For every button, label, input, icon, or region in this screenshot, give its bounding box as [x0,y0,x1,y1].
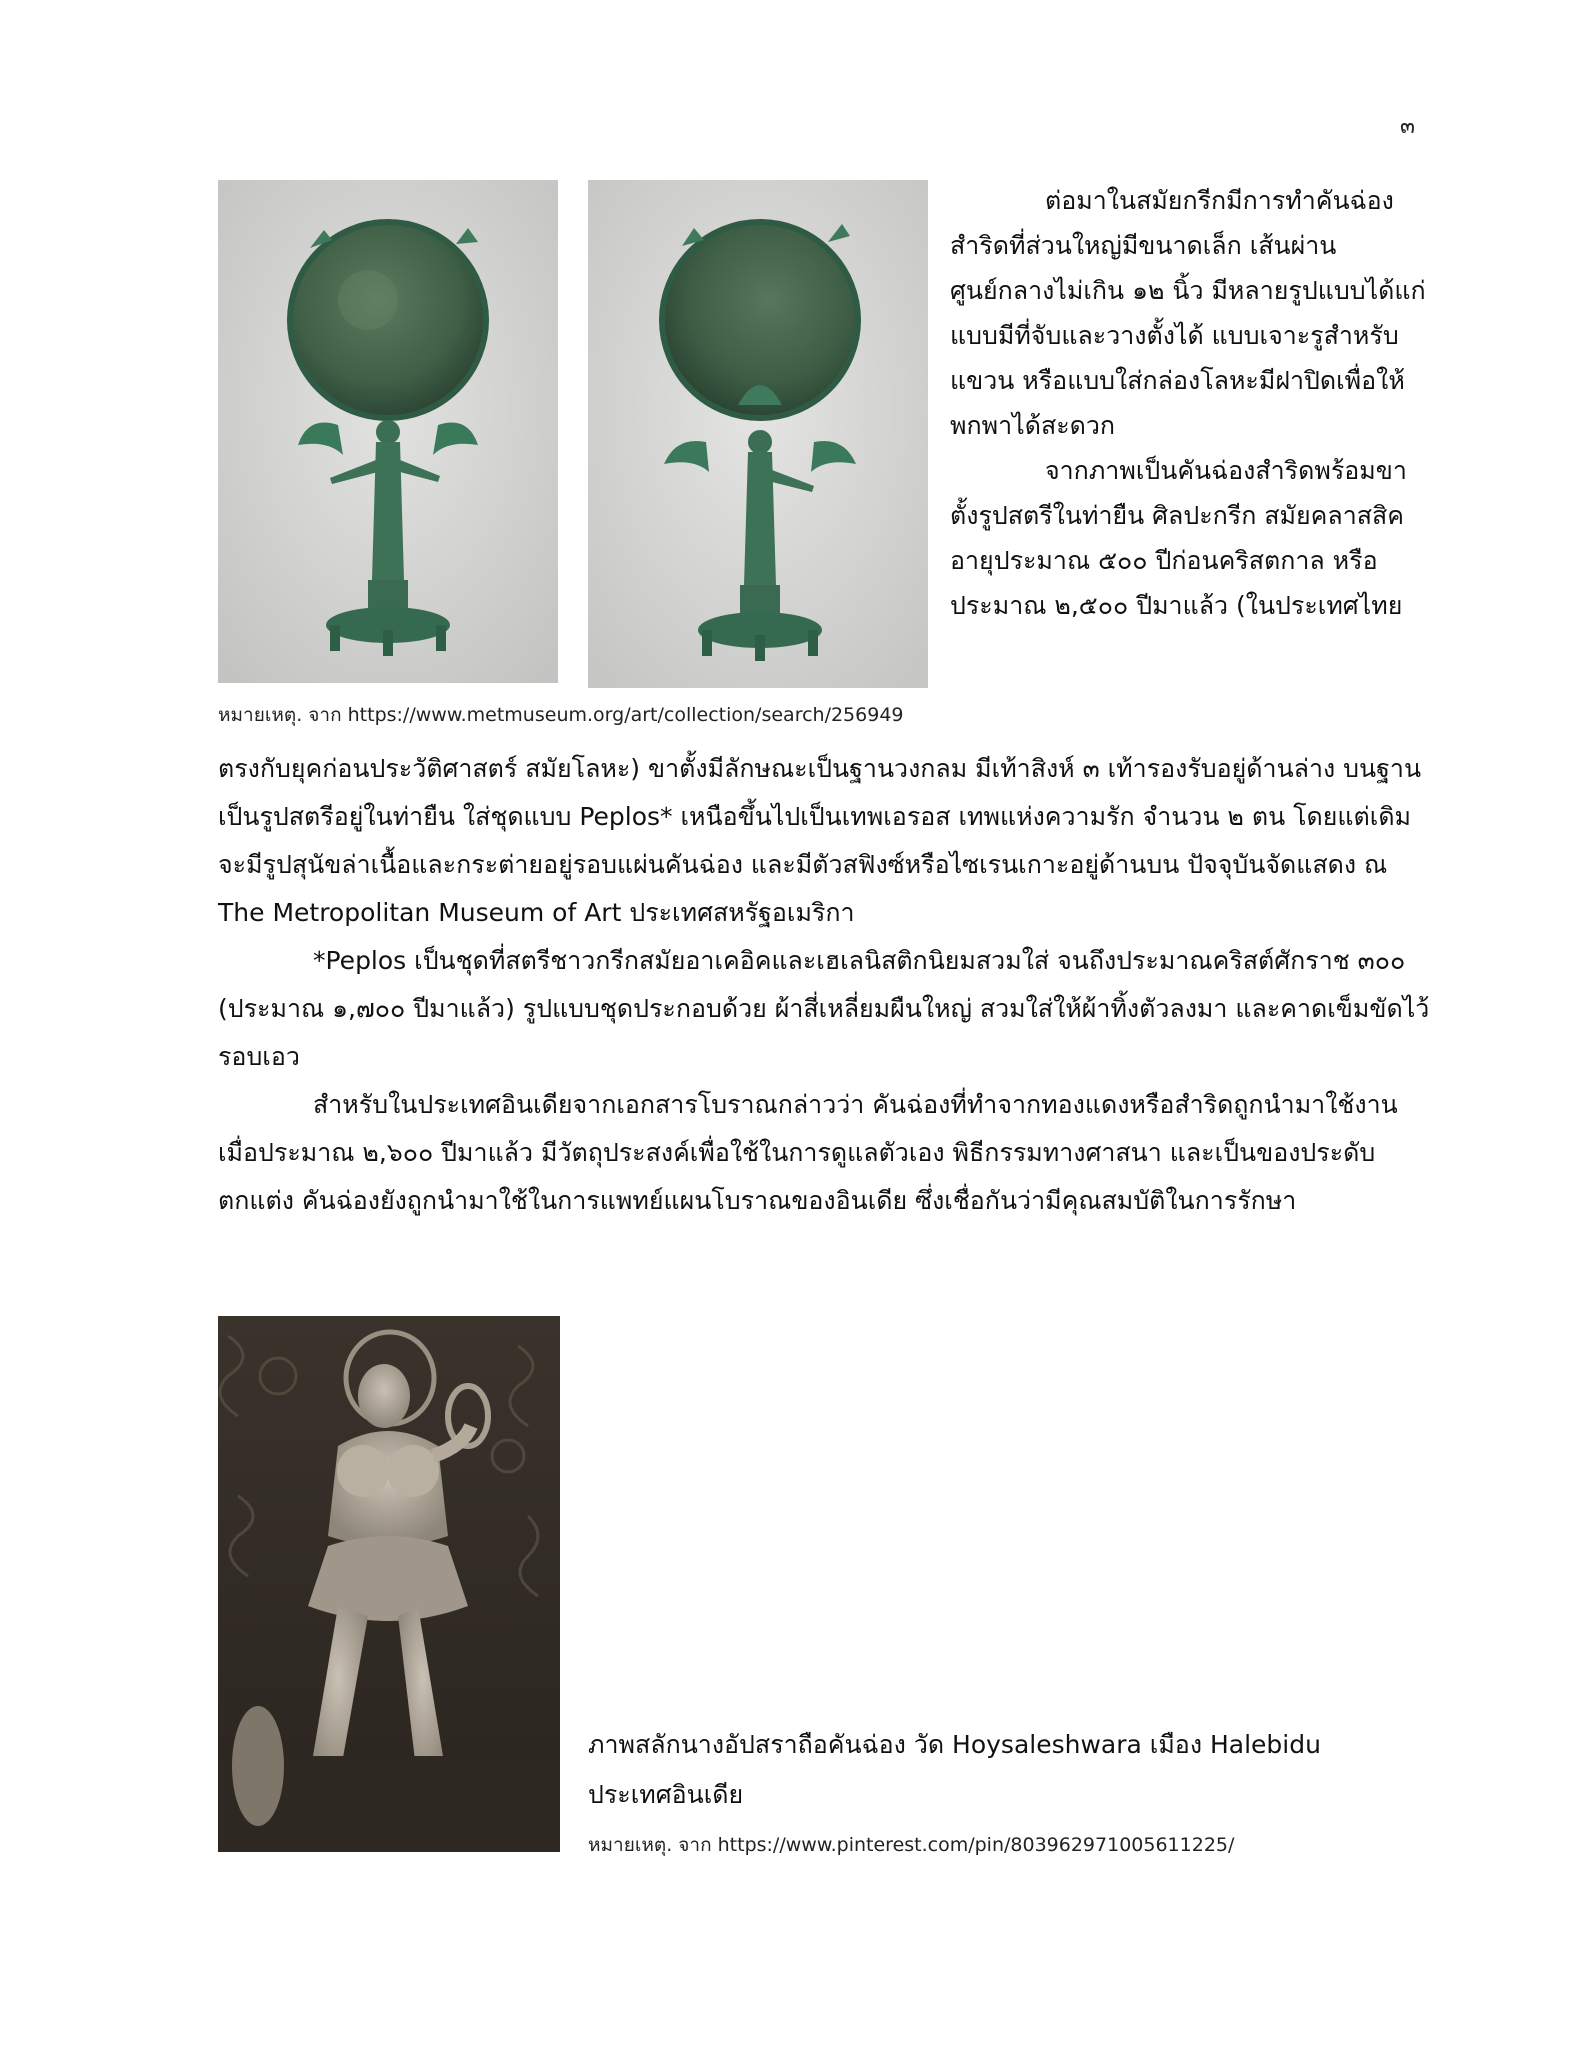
body-text [218,745,1430,1225]
bronze-mirror-back-photo [588,180,928,688]
body-paragraph-3: สำหรับในประเทศอินเดียจากเอกสารโบราณกล่าวว่า คันฉ่องที่ทำจากทองแดงหรือสำริดถูกนำมาใช้งานเมื่อประมาณ ๒,๖๐๐ ปีมาแล้ว มีวัตถุประสงค์เพื่อใช้ในการดูแลตัวเอง พิธีกรรมทางศาสนา และเป็นของประดับตกแต่ง คันฉ่องยังถูกนำมาใช้ในการแพทย์แผนโบราณของอินเดีย ซึ่งเชื่อกันว่ามีคุณสมบัติในการรักษา [218,1090,1398,1215]
apsara-relief-photo [218,1316,560,1852]
side-paragraph-2: จากภาพเป็นคันฉ่องสำริดพร้อมขาตั้งรูปสตรีในท่ายืน ศิลปะกรีก สมัยคลาสสิค อายุประมาณ ๕๐๐ ปีก่อนคริสตกาล หรือประมาณ ๒,๕๐๐ ปีมาแล้ว (ในประเทศไทย [950,456,1407,620]
side-paragraph-1: ต่อมาในสมัยกรีกมีการทำคันฉ่องสำริดที่ส่วนใหญ่มีขนาดเล็ก เส้นผ่านศูนย์กลางไม่เกิน ๑๒ นิ้ว มีหลายรูปแบบได้แก่ แบบมีที่จับและวางตั้งได้ แบบเจาะรูสำหรับแขวน หรือแบบใส่กล่องโลหะมีฝาปิดเพื่อให้พกพาได้สะดวก [950,186,1426,440]
mirror-photo-source-caption: หมายเหตุ. จาก https://www.metmuseum.org/art/collection/search/256949 [218,704,904,726]
bronze-mirror-front-photo [218,180,558,683]
side-text-column [950,178,1430,628]
apsara-caption-text: ภาพสลักนางอัปสราถือคันฉ่อง วัด Hoysaleshwara เมือง Halebidu ประเทศอินเดีย [588,1730,1321,1809]
page-number: ๓ [1399,114,1415,139]
body-paragraph-1: ตรงกับยุคก่อนประวัติศาสตร์ สมัยโลหะ) ขาตั้งมีลักษณะเป็นฐานวงกลม มีเท้าสิงห์ ๓ เท้ารองรับอยู่ด้านล่าง บนฐานเป็นรูปสตรีอยู่ในท่ายืน ใส่ชุดแบบ Peplos* เหนือขึ้นไปเป็นเทพเอรอส เทพแห่งความรัก จำนวน ๒ ตน โดยแต่เดิมจะมีรูปสุนัขล่าเนื้อและกระต่ายอยู่รอบแผ่นคันฉ่อง และมีตัวสฟิงซ์หรือไซเรนเกาะอยู่ด้านบน ปัจจุบันจัดแสดง ณ The Metropolitan Museum of Art ประเทศสหรัฐอเมริกา [218,754,1422,927]
body-paragraph-2: *Peplos เป็นชุดที่สตรีชาวกรีกสมัยอาเคอิคและเฮเลนิสติกนิยมสวมใส่ จนถึงประมาณคริสต์ศักราช ๓๐๐ (ประมาณ ๑,๗๐๐ ปีมาแล้ว) รูปแบบชุดประกอบด้วย ผ้าสี่เหลี่ยมผืนใหญ่ สวมใส่ให้ผ้าทิ้งตัวลงมา และคาดเข็มขัดไว้รอบเอว [218,946,1430,1071]
apsara-caption [588,1720,1348,1820]
apsara-photo-source-caption: หมายเหตุ. จาก https://www.pinterest.com/pin/803962971005611225/ [588,1834,1235,1856]
